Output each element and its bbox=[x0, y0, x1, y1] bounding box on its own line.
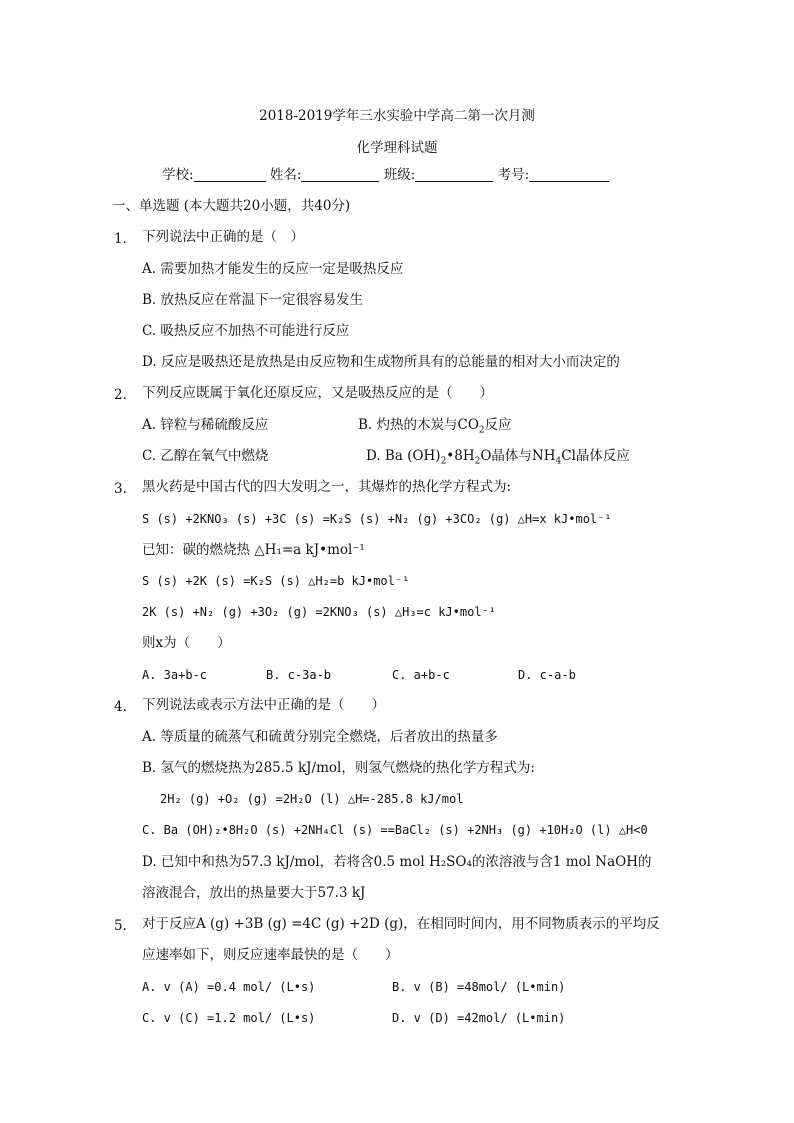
q3-equation-3: 2K (s) +N₂ (g) +3O₂ (g) =2KNO₃ (s) △H₃=c kJ•mol⁻¹ bbox=[142, 605, 497, 619]
section-heading: 一、单选题 (本大题共20小题，共40分) bbox=[112, 198, 351, 214]
q2-option-c: C. 乙醇在氧气中燃烧 bbox=[142, 448, 269, 464]
q3-stem: 黑火药是中国古代的四大发明之一，其爆炸的热化学方程式为: bbox=[142, 479, 512, 495]
q4-option-c: C. Ba (OH)₂•8H₂O (s) +2NH₄Cl (s) ==BaCl₂ (s) +2NH₃ (g) +10H₂O (l) △H<0 bbox=[142, 823, 648, 837]
q1-option-c: C. 吸热反应不加热不可能进行反应 bbox=[142, 323, 350, 339]
id-blank[interactable] bbox=[529, 167, 609, 182]
name-label: 姓名: bbox=[269, 167, 302, 183]
q5-option-b: B. v (B) =48mol/ (L•min) bbox=[392, 980, 566, 994]
name-blank[interactable] bbox=[301, 167, 379, 182]
school-blank[interactable] bbox=[194, 167, 266, 182]
q2-option-a: A. 锌粒与稀硫酸反应 bbox=[142, 417, 269, 433]
class-label: 班级: bbox=[383, 167, 416, 183]
class-blank[interactable] bbox=[415, 167, 493, 182]
q3-equation-2: S (s) +2K (s) =K₂S (s) △H₂=b kJ•mol⁻¹ bbox=[142, 574, 410, 588]
q3-number: 3. bbox=[114, 481, 127, 497]
q3-option-d: D. c-a-b bbox=[518, 668, 576, 682]
q5-option-d: D. v (D) =42mol/ (L•min) bbox=[392, 1011, 566, 1025]
q4-option-b: B. 氢气的燃烧热为285.5 kJ/mol，则氢气燃烧的热化学方程式为: bbox=[142, 760, 535, 776]
q5-option-a: A. v (A) =0.4 mol/ (L•s) bbox=[142, 980, 316, 994]
q4-stem: 下列说法或表示方法中正确的是（ ） bbox=[142, 697, 385, 713]
q3-option-a: A. 3a+b-c bbox=[142, 668, 208, 682]
q5-number: 5. bbox=[114, 918, 127, 934]
q5-option-c: C. v (C) =1.2 mol/ (L•s) bbox=[142, 1011, 316, 1025]
student-info-line bbox=[162, 166, 609, 184]
q3-known: 已知：碳的燃烧热 △H₁=a kJ•mol⁻¹ bbox=[142, 542, 365, 558]
q2-option-d: D. Ba $(OH)_2•8H_2O$晶体与$NH_4Cl$晶体反应 bbox=[366, 448, 630, 467]
q4-option-b-equation: 2H₂ (g) +O₂ (g) =2H₂O (l) △H=-285.8 kJ/mol bbox=[160, 792, 464, 806]
q4-option-d-line2: 溶液混合，放出的热量要大于57.3 kJ bbox=[142, 885, 366, 901]
q1-option-b: B. 放热反应在常温下一定很容易发生 bbox=[142, 292, 364, 308]
q1-option-d: D. 反应是吸热还是放热是由反应物和生成物所具有的总能量的相对大小而决定的 bbox=[142, 354, 620, 370]
q2-option-b: B. 灼热的木炭与$CO_2$反应 bbox=[358, 417, 512, 436]
q4-option-a: A. 等质量的硫蒸气和硫黄分别完全燃烧，后者放出的热量多 bbox=[142, 729, 498, 745]
q4-option-d-line1: D. 已知中和热为57.3 kJ/mol，若将含0.5 mol H₂SO₄的浓溶液与含1 mol NaOH的 bbox=[142, 854, 652, 870]
exam-subtitle: 化学理科试题 bbox=[356, 140, 438, 156]
q2-number: 2. bbox=[114, 387, 127, 403]
q1-option-a: A. 需要加热才能发生的反应一定是吸热反应 bbox=[142, 261, 404, 277]
exam-title: 2018-2019学年三水实验中学高二第一次月测 bbox=[259, 108, 535, 124]
school-label: 学校: bbox=[162, 167, 194, 183]
q3-option-c: C. a+b-c bbox=[392, 668, 450, 682]
q2-stem: 下列反应既属于氧化还原反应，又是吸热反应的是（ ） bbox=[142, 385, 493, 401]
q4-number: 4. bbox=[114, 699, 127, 715]
q3-main-equation: S (s) +2KNO₃ (s) +3C (s) =K₂S (s) +N₂ (g) +3CO₂ (g) △H=x kJ•mol⁻¹ bbox=[142, 512, 612, 526]
q5-stem-line1: 对于反应A (g) +3B (g) =4C (g) +2D (g)，在相同时间内，用不同物质表示的平均反 bbox=[142, 916, 660, 932]
id-label: 考号: bbox=[497, 167, 530, 183]
q3-ask: 则x为（ ） bbox=[142, 635, 231, 651]
q1-stem: 下列说法中正确的是（ ） bbox=[142, 229, 304, 245]
q1-number: 1. bbox=[114, 231, 127, 247]
q3-option-b: B. c-3a-b bbox=[266, 668, 332, 682]
q5-stem-line2: 应速率如下，则反应速率最快的是（ ） bbox=[142, 947, 399, 963]
